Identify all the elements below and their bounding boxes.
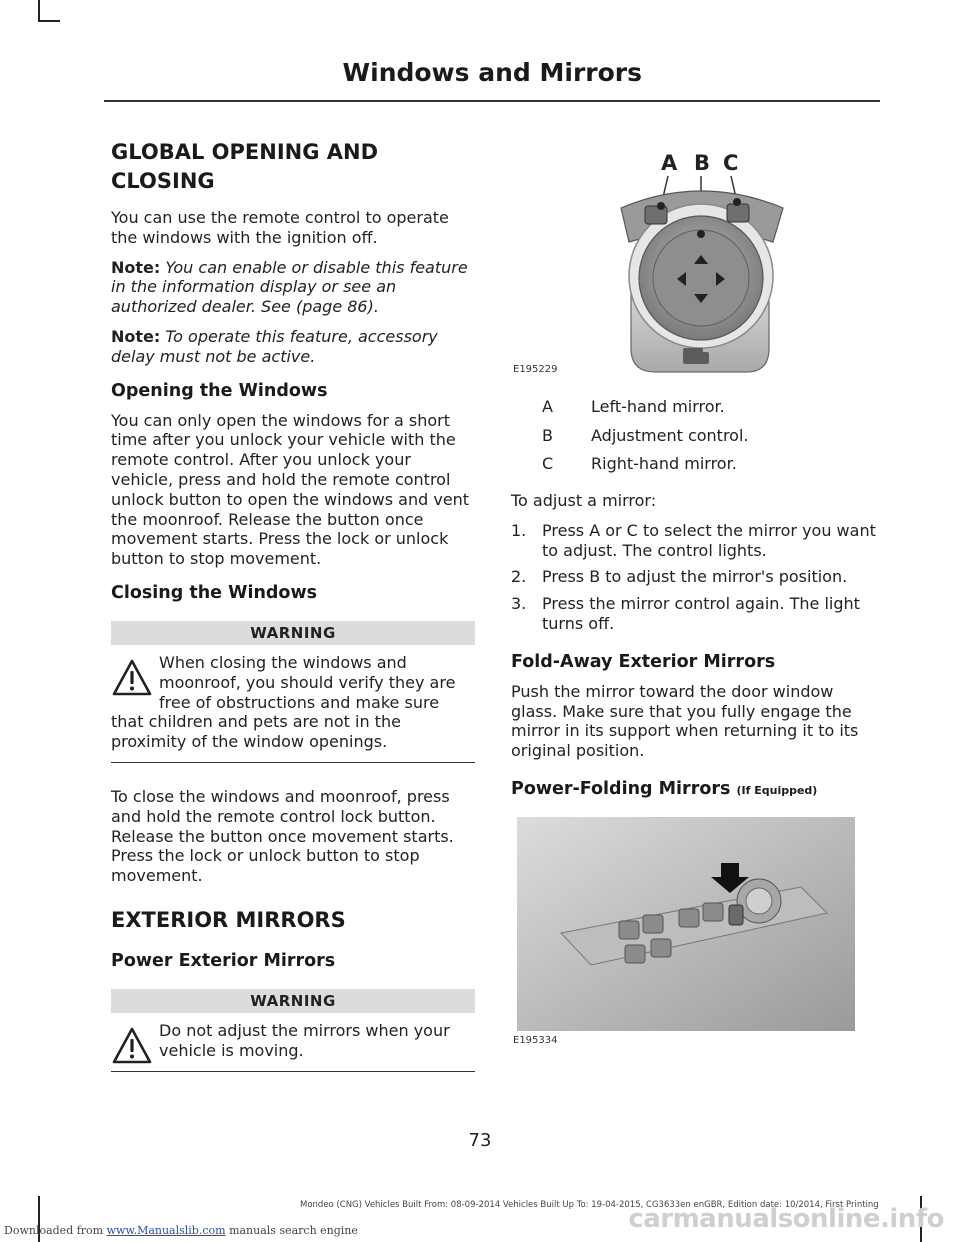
door-switch-illustration xyxy=(511,817,877,1047)
title-line: GLOBAL OPENING AND xyxy=(111,140,379,164)
closing-windows-text: To close the windows and moonroof, press and hold the remote control lock button. Release the button once movement starts. Press the lock or unlock button to stop movement. xyxy=(111,786,454,886)
fold-away-text: Push the mirror toward the door window glass. Make sure that you fully engage the mirror in its support when returning it to its original position. xyxy=(511,681,859,761)
edition-info: Mondeo (CNG) Vehicles Built From: 08-09-2014 Vehicles Built Up To: 19-04-2015, CG3633en enGBR, Edition date: 10/2014, First Printing xyxy=(300,1200,879,1210)
warning-triangle-icon xyxy=(111,657,153,699)
note-label: Note: xyxy=(111,326,161,346)
exterior-mirrors-title: EXTERIOR MIRRORS xyxy=(111,907,346,932)
legend-key: C xyxy=(542,454,554,473)
figure-code: E195229 xyxy=(513,364,558,375)
callout-b-label: B xyxy=(694,151,711,175)
step-number: 1. xyxy=(511,520,527,540)
step-row xyxy=(511,567,877,587)
warning-label: WARNING xyxy=(111,621,475,645)
title-line: CLOSING xyxy=(111,169,215,193)
mirror-control-illustration xyxy=(511,138,877,378)
opening-windows-text: You can only open the windows for a short time after you unlock your vehicle with the remote control. After you unlock your vehicle, press and hold the remote control unlock button to open the windows and vent the moonroof. Release the button once movement starts. Press the lock or unlock button to stop movement. xyxy=(111,410,470,569)
callout-a-label: A xyxy=(661,151,678,175)
warning-body xyxy=(111,653,475,752)
figure-code: E195334 xyxy=(513,1034,558,1046)
power-folding-title: Power-Folding Mirrors xyxy=(511,778,731,799)
warning-box-mirrors xyxy=(111,989,475,1072)
warning-body xyxy=(111,1021,475,1061)
callout-c-label: C xyxy=(723,151,739,175)
legend-row xyxy=(511,426,877,445)
legend-text: Right-hand mirror. xyxy=(591,454,737,473)
download-prefix: Downloaded from xyxy=(4,1224,104,1237)
legend-row xyxy=(511,454,877,473)
power-exterior-mirrors-heading: Power Exterior Mirrors xyxy=(111,950,336,971)
note-label: Note: xyxy=(111,257,161,277)
download-link[interactable]: www.Manualslib.com xyxy=(106,1224,226,1237)
step-number: 3. xyxy=(511,594,527,614)
door-switch-figure xyxy=(511,817,877,1047)
note-text: To operate this feature, accessory delay must not be active. xyxy=(111,326,438,366)
step-row xyxy=(511,521,877,561)
warning-text: When closing the windows and moonroof, you should verify they are free of obstructions and make sure that children and pets are not in the proximity of the window openings. xyxy=(111,652,456,752)
warning-box-windows xyxy=(111,621,475,763)
page-title: Windows and Mirrors xyxy=(342,58,642,87)
step-text: Press A or C to select the mirror you want to adjust. The control lights. xyxy=(542,520,876,560)
note-1 xyxy=(111,258,475,317)
right-column xyxy=(511,138,877,1047)
step-text: Press the mirror control again. The light turns off. xyxy=(542,594,860,633)
crop-mark xyxy=(38,0,40,22)
opening-windows-heading: Opening the Windows xyxy=(111,380,328,401)
download-credit xyxy=(4,1224,358,1237)
legend-row xyxy=(511,397,877,416)
if-equipped-tag: (If Equipped) xyxy=(736,783,818,797)
adjust-intro: To adjust a mirror: xyxy=(511,491,657,510)
legend-key: A xyxy=(542,397,553,416)
closing-windows-heading: Closing the Windows xyxy=(111,582,318,603)
note-2 xyxy=(111,327,475,367)
warning-label: WARNING xyxy=(111,989,475,1013)
download-suffix: manuals search engine xyxy=(229,1224,358,1237)
step-row xyxy=(511,594,877,634)
legend-list xyxy=(511,397,877,473)
legend-text: Left-hand mirror. xyxy=(591,397,725,416)
warning-text: Do not adjust the mirrors when your vehicle is moving. xyxy=(159,1020,450,1060)
mirror-control-figure xyxy=(511,138,877,378)
crop-mark xyxy=(38,20,60,22)
legend-text: Adjustment control. xyxy=(591,425,749,445)
legend-key: B xyxy=(542,425,553,445)
global-intro: You can use the remote control to operate the windows with the ignition off. xyxy=(111,208,449,247)
fold-away-heading: Fold-Away Exterior Mirrors xyxy=(511,651,776,672)
page-number: 73 xyxy=(468,1130,492,1151)
steps-list xyxy=(511,521,877,634)
global-opening-title xyxy=(111,138,475,196)
note-text: You can enable or disable this feature in the information display or see an authorized dealer. See (page 86). xyxy=(111,257,468,317)
warning-triangle-icon xyxy=(111,1025,153,1067)
step-number: 2. xyxy=(511,567,527,587)
header-rule xyxy=(104,100,880,102)
watermark: carmanualsonline.info xyxy=(628,1204,944,1234)
step-text: Press B to adjust the mirror's position. xyxy=(542,567,848,587)
power-folding-heading xyxy=(511,777,877,803)
left-column xyxy=(111,138,475,1096)
